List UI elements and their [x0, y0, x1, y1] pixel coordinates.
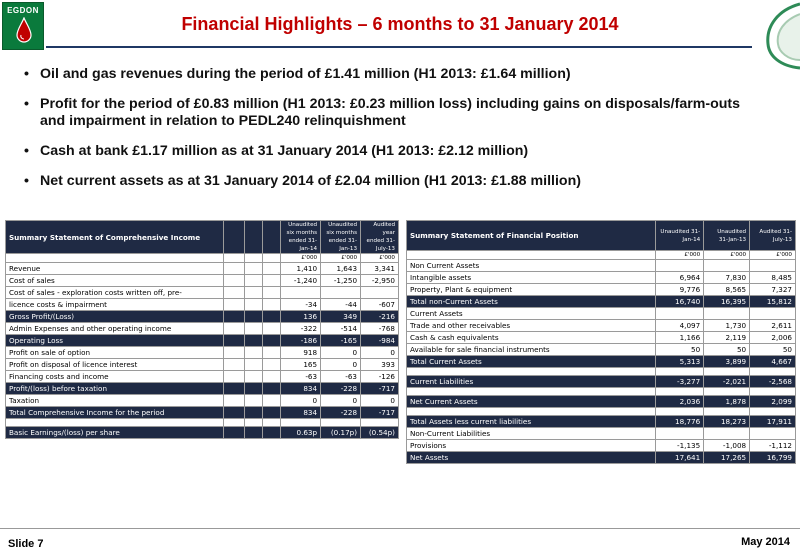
row-label: Total Comprehensive Income for the period [6, 407, 224, 419]
header-blank-cell [263, 221, 281, 254]
table-title: Summary Statement of Financial Position [407, 221, 656, 251]
row-value: -768 [361, 323, 399, 335]
header-blank-cell [223, 221, 245, 254]
blank-cell [263, 407, 281, 419]
row-label: Available for sale financial instruments [407, 344, 656, 356]
row-value: -3,277 [656, 376, 704, 388]
row-value: 50 [750, 344, 796, 356]
column-header: Unaudited 31-Jan-14 [656, 221, 704, 251]
blank-cell [223, 311, 245, 323]
blank-cell [245, 323, 263, 335]
table-row [407, 296, 796, 308]
row-value: 0 [361, 395, 399, 407]
table-row [6, 359, 399, 371]
row-value: 2,006 [750, 332, 796, 344]
row-value: 15,812 [750, 296, 796, 308]
row-value [704, 428, 750, 440]
table-row [407, 376, 796, 388]
table-row [407, 356, 796, 368]
row-value [704, 308, 750, 320]
spacer-row [407, 388, 796, 396]
row-label: Net Assets [407, 452, 656, 464]
row-label: Property, Plant & equipment [407, 284, 656, 296]
blank-cell [223, 299, 245, 311]
row-value: 0 [361, 347, 399, 359]
row-value: 834 [281, 407, 321, 419]
row-value: 2,611 [750, 320, 796, 332]
row-label: Taxation [6, 395, 224, 407]
row-value: 834 [281, 383, 321, 395]
row-label: Cash & cash equivalents [407, 332, 656, 344]
blank-cell [245, 359, 263, 371]
row-value: 17,265 [704, 452, 750, 464]
logo-text: EGDON [7, 6, 39, 15]
blank-cell [245, 335, 263, 347]
row-value: 2,036 [656, 396, 704, 408]
blank-cell [223, 383, 245, 395]
blank-cell [223, 359, 245, 371]
row-value [321, 287, 361, 299]
row-value: 7,830 [704, 272, 750, 284]
units-blank-cell [245, 254, 263, 263]
row-value: 50 [704, 344, 750, 356]
row-value [750, 408, 796, 416]
row-label [6, 419, 224, 427]
blank-cell [223, 407, 245, 419]
units-blank-cell [407, 251, 656, 260]
table-row [6, 395, 399, 407]
row-value: 50 [656, 344, 704, 356]
row-label: Financing costs and income [6, 371, 224, 383]
table-row [407, 320, 796, 332]
table-row [6, 263, 399, 275]
table-row [407, 416, 796, 428]
blank-cell [245, 407, 263, 419]
row-value [656, 408, 704, 416]
row-value [704, 388, 750, 396]
row-value [656, 428, 704, 440]
table-row [407, 332, 796, 344]
row-label [407, 388, 656, 396]
table-row [6, 407, 399, 419]
blank-cell [263, 347, 281, 359]
table-row [407, 428, 796, 440]
row-value: 1,166 [656, 332, 704, 344]
bullet-item: • Oil and gas revenues during the period of £1.41 million (H1 2013: £1.64 million) [24, 66, 571, 82]
blank-cell [263, 263, 281, 275]
row-value: -1,250 [321, 275, 361, 287]
row-value: 1,410 [281, 263, 321, 275]
row-value: 18,776 [656, 416, 704, 428]
egdon-logo [2, 2, 44, 50]
bullet-item: • Net current assets as at 31 January 2014 of £2.04 million (H1 2013: £1.88 million) [24, 173, 581, 189]
row-value: 7,327 [750, 284, 796, 296]
row-value: 2,099 [750, 396, 796, 408]
table-row [6, 335, 399, 347]
row-value: 349 [321, 311, 361, 323]
units-row [407, 251, 796, 260]
spacer-row [407, 368, 796, 376]
unit-label: £'000 [361, 254, 399, 263]
row-value: 3,341 [361, 263, 399, 275]
row-value [750, 428, 796, 440]
row-value: 3,899 [704, 356, 750, 368]
title-divider [46, 46, 752, 48]
row-value: 0 [321, 347, 361, 359]
blank-cell [223, 287, 245, 299]
blank-cell [263, 359, 281, 371]
blank-cell [263, 299, 281, 311]
bullet-item: • Profit for the period of £0.83 million (H1 2013: £0.23 million loss) including gains on disposals/farm-outs and impairment in relation to PEDL240 relinquishment [24, 96, 741, 129]
blank-cell [245, 263, 263, 275]
row-value: 8,565 [704, 284, 750, 296]
row-value: 17,911 [750, 416, 796, 428]
column-header: Unaudited six months ended 31-Jan-13 [321, 221, 361, 254]
row-value: -514 [321, 323, 361, 335]
blank-cell [223, 371, 245, 383]
row-value: -1,112 [750, 440, 796, 452]
row-label: Operating Loss [6, 335, 224, 347]
column-header: Unaudited six months ended 31-Jan-14 [281, 221, 321, 254]
blank-cell [245, 383, 263, 395]
blank-cell [245, 371, 263, 383]
table-row [6, 371, 399, 383]
blank-cell [263, 287, 281, 299]
row-value: -717 [361, 407, 399, 419]
column-header: Audited year ended 31-July-13 [361, 221, 399, 254]
row-value [750, 368, 796, 376]
row-value: -228 [321, 407, 361, 419]
blank-cell [223, 263, 245, 275]
column-header: Unaudited 31-Jan-13 [704, 221, 750, 251]
row-label: Current Assets [407, 308, 656, 320]
page-title: Financial Highlights – 6 months to 31 January 2014 [181, 14, 619, 34]
row-value: 0 [321, 359, 361, 371]
table-row [6, 427, 399, 439]
row-value: 6,964 [656, 272, 704, 284]
table-row [407, 440, 796, 452]
financial-position-table [406, 220, 796, 464]
blank-cell [245, 275, 263, 287]
table-row [407, 396, 796, 408]
blank-cell [245, 311, 263, 323]
table-row [407, 284, 796, 296]
row-label: Trade and other receivables [407, 320, 656, 332]
blank-cell [263, 311, 281, 323]
blank-cell [223, 335, 245, 347]
row-value: -216 [361, 311, 399, 323]
row-label: Profit on disposal of licence interest [6, 359, 224, 371]
row-label: Total Current Assets [407, 356, 656, 368]
unit-label: £'000 [656, 251, 704, 260]
row-label: Provisions [407, 440, 656, 452]
row-value: -607 [361, 299, 399, 311]
row-value [750, 260, 796, 272]
row-value [281, 287, 321, 299]
bullet-item: • Cash at bank £1.17 million as at 31 January 2014 (H1 2013: £2.12 million) [24, 143, 529, 159]
table-row [407, 272, 796, 284]
row-value [656, 388, 704, 396]
blank-cell [245, 347, 263, 359]
column-header: Audited 31-July-13 [750, 221, 796, 251]
row-value [656, 368, 704, 376]
table-header-row [407, 221, 796, 251]
unit-label: £'000 [750, 251, 796, 260]
row-value: (0.17p) [321, 427, 361, 439]
row-label [407, 408, 656, 416]
row-label: Admin Expenses and other operating income [6, 323, 224, 335]
unit-label: £'000 [281, 254, 321, 263]
row-value: 4,097 [656, 320, 704, 332]
table-row [407, 260, 796, 272]
row-value: 0.63p [281, 427, 321, 439]
table-row [6, 287, 399, 299]
row-value [361, 287, 399, 299]
bullet-text: Cash at bank £1.17 million as at 31 January 2014 (H1 2013: £2.12 million) [40, 143, 529, 159]
row-value: -165 [321, 335, 361, 347]
blank-cell [223, 347, 245, 359]
row-value: -1,008 [704, 440, 750, 452]
row-value: -63 [321, 371, 361, 383]
blank-cell [263, 335, 281, 347]
row-label: licence costs & impairment [6, 299, 224, 311]
row-value: 136 [281, 311, 321, 323]
row-value [656, 260, 704, 272]
blank-cell [223, 419, 245, 427]
row-value: -1,135 [656, 440, 704, 452]
slide-number: Slide 7 [8, 538, 44, 550]
header-blank-cell [245, 221, 263, 254]
row-value [704, 260, 750, 272]
table-row [6, 347, 399, 359]
bullet-text: Profit for the period of £0.83 million (H1 2013: £0.23 million loss) including gains on disposals/farm-outs and impairment in relation to PEDL240 relinquishment [40, 96, 741, 129]
row-value: 16,740 [656, 296, 704, 308]
blank-cell [263, 323, 281, 335]
row-value: -2,568 [750, 376, 796, 388]
row-value: 1,643 [321, 263, 361, 275]
table-row [6, 275, 399, 287]
blank-cell [263, 427, 281, 439]
units-blank-cell [223, 254, 245, 263]
bullet-text: Oil and gas revenues during the period of £1.41 million (H1 2013: £1.64 million) [40, 66, 571, 82]
table-row [407, 308, 796, 320]
row-value [281, 419, 321, 427]
row-value: 393 [361, 359, 399, 371]
table-row [407, 452, 796, 464]
row-value: -2,950 [361, 275, 399, 287]
row-label: Cost of sales [6, 275, 224, 287]
footer-divider [0, 528, 800, 529]
table-row [6, 311, 399, 323]
row-label: Profit on sale of option [6, 347, 224, 359]
table-row [407, 344, 796, 356]
blank-cell [263, 371, 281, 383]
row-value: 4,667 [750, 356, 796, 368]
row-value: -322 [281, 323, 321, 335]
blank-cell [263, 275, 281, 287]
table-row [6, 383, 399, 395]
blank-cell [263, 395, 281, 407]
row-value: 918 [281, 347, 321, 359]
blank-cell [245, 395, 263, 407]
units-blank-cell [263, 254, 281, 263]
row-value: -186 [281, 335, 321, 347]
row-value: 0 [321, 395, 361, 407]
row-value: -34 [281, 299, 321, 311]
blank-cell [245, 419, 263, 427]
row-value: -2,021 [704, 376, 750, 388]
row-value: -1,240 [281, 275, 321, 287]
row-label: Intangible assets [407, 272, 656, 284]
blank-cell [223, 395, 245, 407]
row-value: 165 [281, 359, 321, 371]
bullet-text: Net current assets as at 31 January 2014 of £2.04 million (H1 2013: £1.88 million) [40, 173, 581, 189]
decorative-swirl-icon [738, 0, 800, 70]
row-value: 16,799 [750, 452, 796, 464]
row-value: 17,641 [656, 452, 704, 464]
blank-cell [223, 427, 245, 439]
row-label [407, 368, 656, 376]
row-value: 2,119 [704, 332, 750, 344]
spacer-row [6, 419, 399, 427]
row-label: Gross Profit/(Loss) [6, 311, 224, 323]
row-value: 1,730 [704, 320, 750, 332]
blank-cell [263, 383, 281, 395]
table-title: Summary Statement of Comprehensive Income [6, 221, 224, 254]
oil-drop-icon [16, 17, 32, 43]
row-value [750, 308, 796, 320]
row-label: Non Current Assets [407, 260, 656, 272]
row-value [704, 368, 750, 376]
blank-cell [245, 287, 263, 299]
table-row [6, 299, 399, 311]
row-value: 9,776 [656, 284, 704, 296]
income-statement-table [5, 220, 399, 439]
row-value: 5,313 [656, 356, 704, 368]
row-value: -717 [361, 383, 399, 395]
row-value [750, 388, 796, 396]
spacer-row [407, 408, 796, 416]
highlights-list [24, 66, 764, 203]
row-value [656, 308, 704, 320]
row-value: -984 [361, 335, 399, 347]
row-label: Profit/(loss) before taxation [6, 383, 224, 395]
unit-label: £'000 [704, 251, 750, 260]
units-row [6, 254, 399, 263]
footer-date: May 2014 [741, 536, 790, 548]
blank-cell [223, 323, 245, 335]
blank-cell [245, 427, 263, 439]
blank-cell [263, 419, 281, 427]
row-value: -126 [361, 371, 399, 383]
row-label: Net Current Assets [407, 396, 656, 408]
unit-label: £'000 [321, 254, 361, 263]
row-value: (0.54p) [361, 427, 399, 439]
row-value: 18,273 [704, 416, 750, 428]
row-value [361, 419, 399, 427]
row-label: Total non-Current Assets [407, 296, 656, 308]
row-label: Revenue [6, 263, 224, 275]
row-value: -228 [321, 383, 361, 395]
row-value: 16,395 [704, 296, 750, 308]
row-label: Total Assets less current liabilities [407, 416, 656, 428]
row-label: Basic Earnings/(loss) per share [6, 427, 224, 439]
row-value: -63 [281, 371, 321, 383]
row-label: Non-Current Liabilities [407, 428, 656, 440]
blank-cell [223, 275, 245, 287]
row-label: Current Liabilities [407, 376, 656, 388]
row-value [321, 419, 361, 427]
row-value: 0 [281, 395, 321, 407]
row-value: 8,485 [750, 272, 796, 284]
row-value [704, 408, 750, 416]
table-header-row [6, 221, 399, 254]
blank-cell [245, 299, 263, 311]
table-row [6, 323, 399, 335]
units-blank-cell [6, 254, 224, 263]
row-value: 1,878 [704, 396, 750, 408]
row-value: -44 [321, 299, 361, 311]
row-label: Cost of sales - exploration costs written off, pre- [6, 287, 224, 299]
